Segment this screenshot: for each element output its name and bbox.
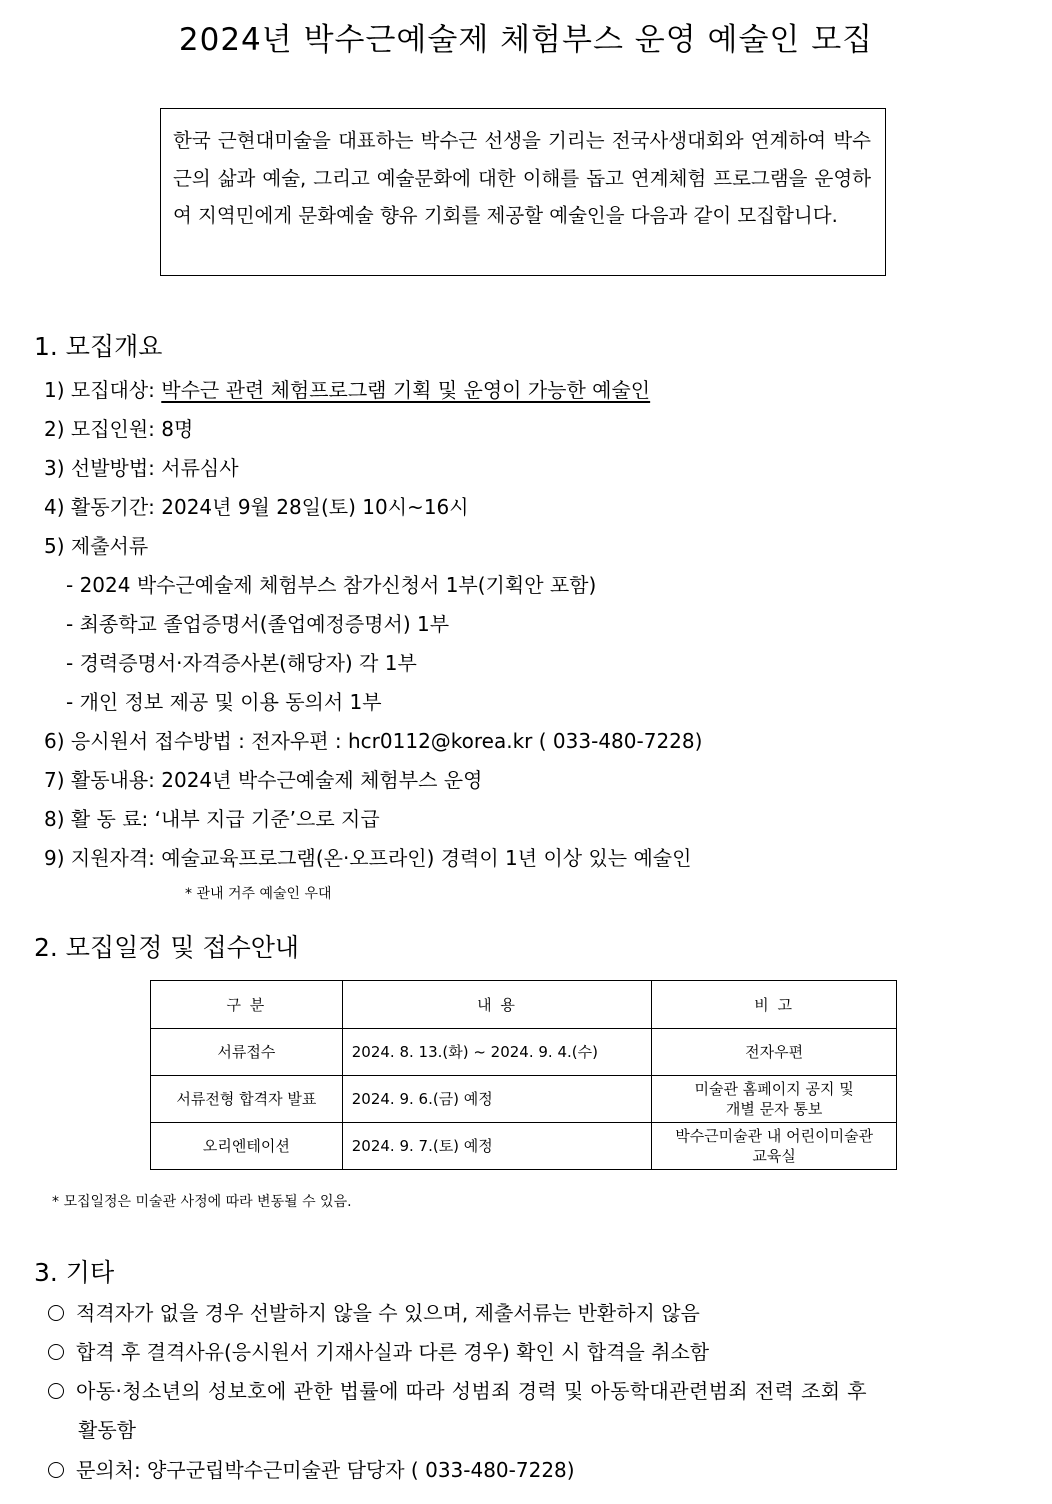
etc-item-text: 아동·청소년의 성보호에 관한 법률에 따라 성범죄 경력 및 아동학대관련범죄 전력 조회 후 xyxy=(76,1379,868,1403)
selection-method: 3) 선발방법: 서류심사 xyxy=(44,456,239,480)
column-header: 비 고 xyxy=(652,981,897,1029)
table-cell: 오리엔테이션 xyxy=(151,1123,343,1170)
table-cell-line: 전자우편 xyxy=(745,1043,804,1061)
circle-bullet-icon xyxy=(48,1305,64,1321)
circle-bullet-icon xyxy=(48,1383,64,1399)
doc-item: - 경력증명서·자격증사본(해당자) 각 1부 xyxy=(66,651,417,675)
contact-item xyxy=(48,1454,575,1483)
table-header-row xyxy=(151,981,897,1029)
application-email[interactable]: hcr0112@korea.kr xyxy=(348,729,533,753)
table-row xyxy=(151,1123,897,1170)
etc-item xyxy=(48,1375,867,1404)
table-cell: 2024. 9. 6.(금) 예정 xyxy=(342,1076,652,1123)
intro-box: 한국 근현대미술을 대표하는 박수근 선생을 기리는 전국사생대회와 연계하여 박수근의 삶과 예술, 그리고 예술문화에 대한 이해를 돕고 연계체험 프로그램을 운영하여 지역민에게 문화예술 향유 기회를 제공할 예술인을 다음과 같이 모집합니다. xyxy=(160,108,886,276)
table-cell xyxy=(652,1076,897,1123)
circle-bullet-icon xyxy=(48,1462,64,1478)
table-cell-line: 미술관 홈페이지 공지 및 xyxy=(694,1080,854,1098)
etc-item-continuation: 활동함 xyxy=(78,1418,136,1442)
section3-heading: 3. 기타 xyxy=(34,1258,115,1287)
recruit-count: 2) 모집인원: 8명 xyxy=(44,417,194,441)
qualification-note: * 관내 거주 예술인 우대 xyxy=(185,886,332,902)
table-cell: 2024. 9. 7.(토) 예정 xyxy=(342,1123,652,1170)
table-row xyxy=(151,1029,897,1076)
etc-item-text: 적격자가 없을 경우 선발하지 않을 수 있으며, 제출서류는 반환하지 않음 xyxy=(76,1301,700,1325)
recruit-target-label: 1) 모집대상: xyxy=(44,378,162,402)
recruit-target-value: 박수근 관련 체험프로그램 기획 및 운영이 가능한 예술인 xyxy=(161,378,651,402)
phone-prefix: ( xyxy=(532,729,547,753)
table-cell xyxy=(652,1123,897,1170)
doc-item: - 개인 정보 제공 및 이용 동의서 1부 xyxy=(66,690,382,714)
circle-bullet-icon xyxy=(48,1344,64,1360)
column-header: 내 용 xyxy=(342,981,652,1029)
application-phone: 033-480-7228) xyxy=(546,729,703,753)
column-header: 구 분 xyxy=(151,981,343,1029)
recruit-target xyxy=(44,374,650,403)
etc-item-text: 합격 후 결격사유(응시원서 기재사실과 다른 경우) 확인 시 합격을 취소함 xyxy=(76,1340,710,1364)
table-cell xyxy=(652,1029,897,1076)
doc-item: - 2024 박수근예술제 체험부스 참가신청서 1부(기획안 포함) xyxy=(66,573,597,597)
doc-item: - 최종학교 졸업증명서(졸업예정증명서) 1부 xyxy=(66,612,450,636)
required-docs: 5) 제출서류 xyxy=(44,534,149,558)
table-cell: 서류전형 합격자 발표 xyxy=(151,1076,343,1123)
table-cell-line: 박수근미술관 내 어린이미술관 xyxy=(675,1127,874,1145)
schedule-table xyxy=(150,980,897,1170)
schedule-note: * 모집일정은 미술관 사정에 따라 변동될 수 있음. xyxy=(52,1194,352,1210)
table-cell: 서류접수 xyxy=(151,1029,343,1076)
etc-item xyxy=(48,1297,700,1326)
contact-phone: 033-480-7228) xyxy=(418,1458,575,1482)
table-row xyxy=(151,1076,897,1123)
qualification: 9) 지원자격: 예술교육프로그램(온·오프라인) 경력이 1년 이상 있는 예술인 xyxy=(44,846,692,870)
page-title: 2024년 박수근예술제 체험부스 운영 예술인 모집 xyxy=(178,22,874,58)
section1-heading: 1. 모집개요 xyxy=(34,332,163,361)
table-cell-line: 교육실 xyxy=(752,1147,796,1165)
section2-heading: 2. 모집일정 및 접수안내 xyxy=(34,933,300,962)
activity-period: 4) 활동기간: 2024년 9월 28일(토) 10시~16시 xyxy=(44,495,469,519)
application-method xyxy=(44,725,702,754)
activity-content: 7) 활동내용: 2024년 박수근예술제 체험부스 운영 xyxy=(44,768,483,792)
activity-fee: 8) 활 동 료: ‘내부 지급 기준’으로 지급 xyxy=(44,807,380,831)
etc-item xyxy=(48,1336,709,1365)
table-cell-line: 개별 문자 통보 xyxy=(725,1100,823,1118)
application-method-label: 6) 응시원서 접수방법 : 전자우편 : xyxy=(44,729,348,753)
contact-label: 문의처: 양구군립박수근미술관 담당자 ( xyxy=(76,1458,419,1482)
table-cell: 2024. 8. 13.(화) ~ 2024. 9. 4.(수) xyxy=(342,1029,652,1076)
